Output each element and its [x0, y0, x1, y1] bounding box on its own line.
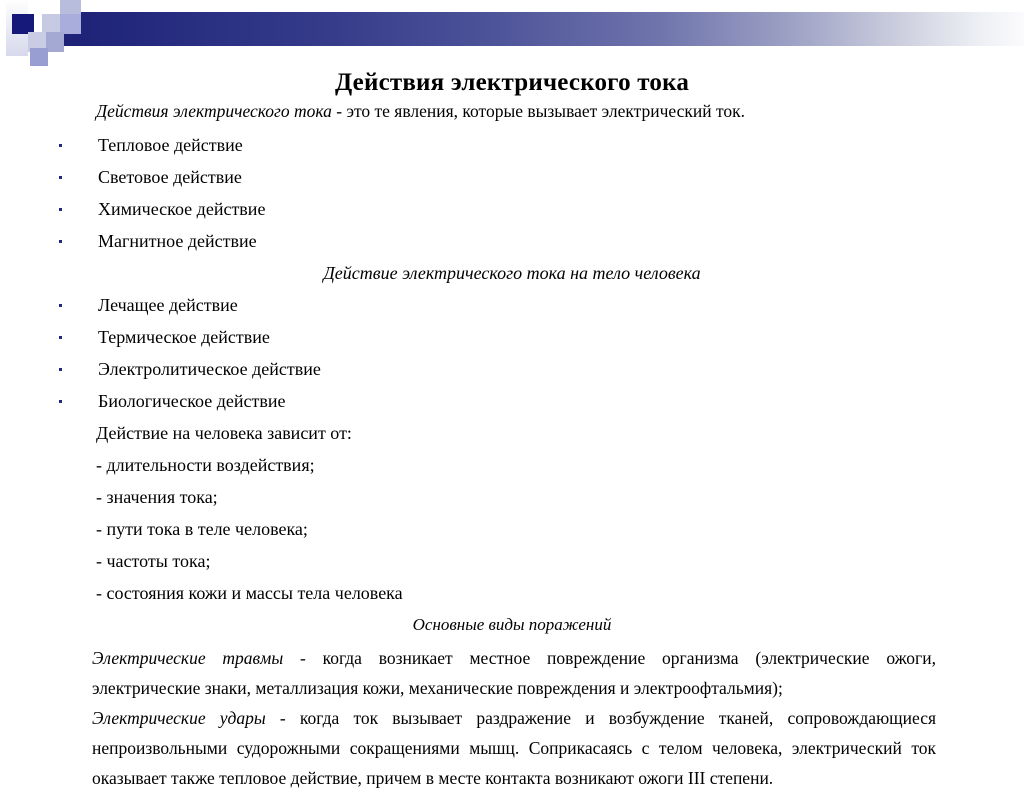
subheading-injuries: Основные виды поражений	[412, 615, 612, 634]
list-item	[0, 385, 1024, 417]
list-item	[0, 193, 1024, 225]
list-item-label: Магнитное действие	[98, 231, 257, 251]
depends-item: - пути тока в теле человека;	[96, 519, 308, 539]
depends-item: - длительности воздействия;	[96, 455, 315, 475]
decorative-square-bottom	[30, 48, 48, 66]
body-effects-list	[0, 289, 1024, 417]
lead-paragraph	[0, 96, 1024, 126]
list-item-label: Химическое действие	[98, 199, 266, 219]
slide-content	[0, 96, 1024, 793]
lead-rest: - это те явления, которые вызывает электрический ток.	[331, 101, 746, 121]
list-item-label: Биологическое действие	[98, 391, 286, 411]
decorative-square-pale	[42, 14, 62, 34]
injury-text: - когда возникает местное повреждение организма (электрические ожоги, электрические знаки, металлизация кожи, механические повреждения и электроофтальмия);	[92, 648, 936, 698]
injury-paragraph-traumas	[0, 643, 1024, 703]
decorative-square-dark	[12, 14, 34, 34]
list-item	[0, 353, 1024, 385]
depends-item: - значения тока;	[96, 487, 218, 507]
list-item	[0, 321, 1024, 353]
list-item-label: Световое действие	[98, 167, 242, 187]
decorative-square-mid-lower	[46, 32, 64, 52]
injury-term: Электрические удары	[92, 708, 266, 728]
list-item-label: Электролитическое действие	[98, 359, 321, 379]
list-item	[0, 225, 1024, 257]
header-decoration	[0, 0, 1024, 62]
depends-intro: Действие на человека зависит от:	[96, 423, 352, 443]
injury-paragraph-shocks	[0, 703, 1024, 793]
subheading-body-effects: Действие электрического тока на тело человека	[323, 263, 701, 283]
effects-list	[0, 129, 1024, 257]
page-title: Действия электрического тока	[334, 68, 690, 96]
lead-emphasis: Действия электрического тока	[96, 101, 332, 121]
list-item	[0, 161, 1024, 193]
depends-list	[0, 449, 1024, 609]
list-item-label: Термическое действие	[98, 327, 270, 347]
injury-term: Электрические травмы	[92, 648, 284, 668]
list-item-label: Лечащее действие	[98, 295, 238, 315]
list-item-label: Тепловое действие	[98, 135, 243, 155]
depends-item: - частоты тока;	[96, 551, 211, 571]
list-item	[0, 129, 1024, 161]
list-item	[0, 289, 1024, 321]
injury-text: - когда ток вызывает раздражение и возбуждение тканей, сопровождающиеся непроизвольными судорожными сокращениями мышц. Соприкасаясь с телом человека, электрический ток оказывает также тепловое действие, причем в месте контакта возникают ожоги III степени.	[92, 708, 937, 788]
header-gradient-bar	[64, 12, 1024, 46]
decorative-square-mid	[60, 14, 81, 34]
depends-item: - состояния кожи и массы тела человека	[96, 583, 403, 603]
